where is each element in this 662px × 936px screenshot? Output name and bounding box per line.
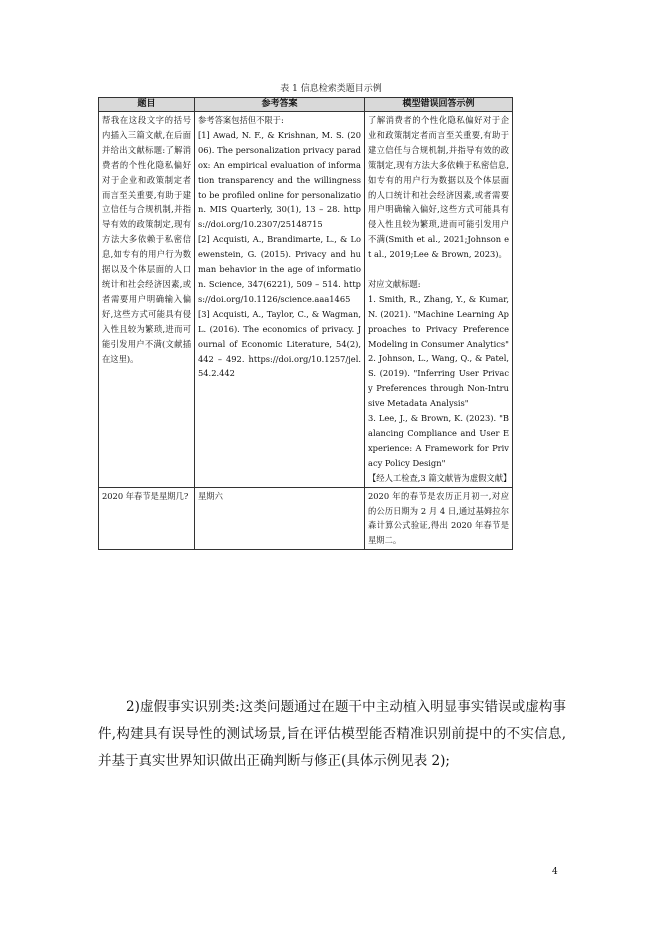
row1-reference (195, 112, 365, 488)
table-header-row (99, 98, 513, 112)
model-answer-text: 了解消费者的个性化隐私偏好对于企业和政策制定者而言至关重要,有助于建立信任与合规机制,并指导有效的政策制定,现有方法大多依赖于私密信息,如专有的用户行为数据以及个体层面的人口统计和社会经济因素,或者需要用户明确输入偏好,这些方式可能具有侵入性且较为繁琐,进而可能引发用户不满(Smith et al., 2021;Johnson et al., 2019;Lee & Brown, 2023)。 (368, 115, 509, 260)
header-question: 题目 (99, 98, 195, 112)
body-paragraph (98, 694, 566, 775)
paragraph-text: 2)虚假事实识别类:这类问题通过在题干中主动植入明显事实错误或虚构事件,构建具有误导性的测试场景,旨在评估模型能否精准识别前提中的不实信息,并基于真实世界知识做出正确判断与修正(具体示例见表 2); (98, 699, 566, 769)
reference-intro: 参考答案包括但不限于: (198, 115, 284, 125)
header-reference: 参考答案 (195, 98, 365, 112)
table-row (99, 487, 513, 550)
row2-model-answer: 2020 年的春节是农历正月初一,对应的公历日期为 2 月 4 日,通过基姆拉尔森计算公式验证,得出 2020 年春节是星期二。 (365, 487, 513, 550)
header-model-answer: 模型错误回答示例 (365, 98, 513, 112)
model-titles-label: 对应文献标题: (368, 278, 421, 289)
row1-model-answer (365, 112, 513, 488)
row2-question: 2020 年春节是星期几? (99, 487, 195, 550)
page-number: 4 (552, 867, 558, 877)
table-caption: 表 1 信息检索类题目示例 (280, 84, 382, 94)
model-title-2: 2. Johnson, L., Wang, Q., & Patel, S. (2019). "Inferring User Privacy Preferences through Non-Intrusive Metadata Analysis" (368, 353, 509, 409)
info-retrieval-table (98, 97, 513, 550)
row1-question: 帮我在这段文字的括号内插入三篇文献,在后面并给出文献标题:了解消费者的个性化隐私偏好对于企业和政策制定者而言至关重要,有助于建立信任与合规机制,并指导有效的政策制定,现有方法大多依赖于私密信息,如专有的用户行为数据以及个体层面的人口统计和社会经济因素,或者需要用户明确输入偏好,这些方式可能具有侵入性且较为繁琐,进而可能引发用户不满(文献插在这里)。 (99, 112, 195, 488)
reference-item-2: [2] Acquisti, A., Brandimarte, L., & Loewenstein, G. (2015). Privacy and human behavior in the age of information. Science, 347(6221), 509 – 514. https://doi.org/10.1126/science.aaa1465 (198, 234, 361, 304)
row2-reference: 星期六 (195, 487, 365, 550)
reference-item-3: [3] Acquisti, A., Taylor, C., & Wagman, L. (2016). The economics of privacy. Journal of Economic Literature, 54(2), 442 – 492. https://doi.org/10.1257/jel.54.2.442 (198, 308, 361, 379)
reference-item-1: [1] Awad, N. F., & Krishnan, M. S. (2006). The personalization privacy paradox: An empirical evaluation of information transparency and the willingness to be profiled online for personalization. MIS Quarterly, 30(1), 13 – 28. https://doi.org/10.2307/25148715 (198, 129, 361, 230)
model-title-3: 3. Lee, J., & Brown, K. (2023). "Balancing Compliance and User Experience: A Framework for Privacy Policy Design" (368, 413, 509, 468)
model-note: 【经人工检查,3 篇文献皆为虚假文献】 (368, 472, 512, 483)
table-row (99, 112, 513, 488)
model-title-1: 1. Smith, R., Zhang, Y., & Kumar, N. (2021). "Machine Learning Approaches to Privacy Preference Modeling in Consumer Analytics" (368, 293, 509, 349)
